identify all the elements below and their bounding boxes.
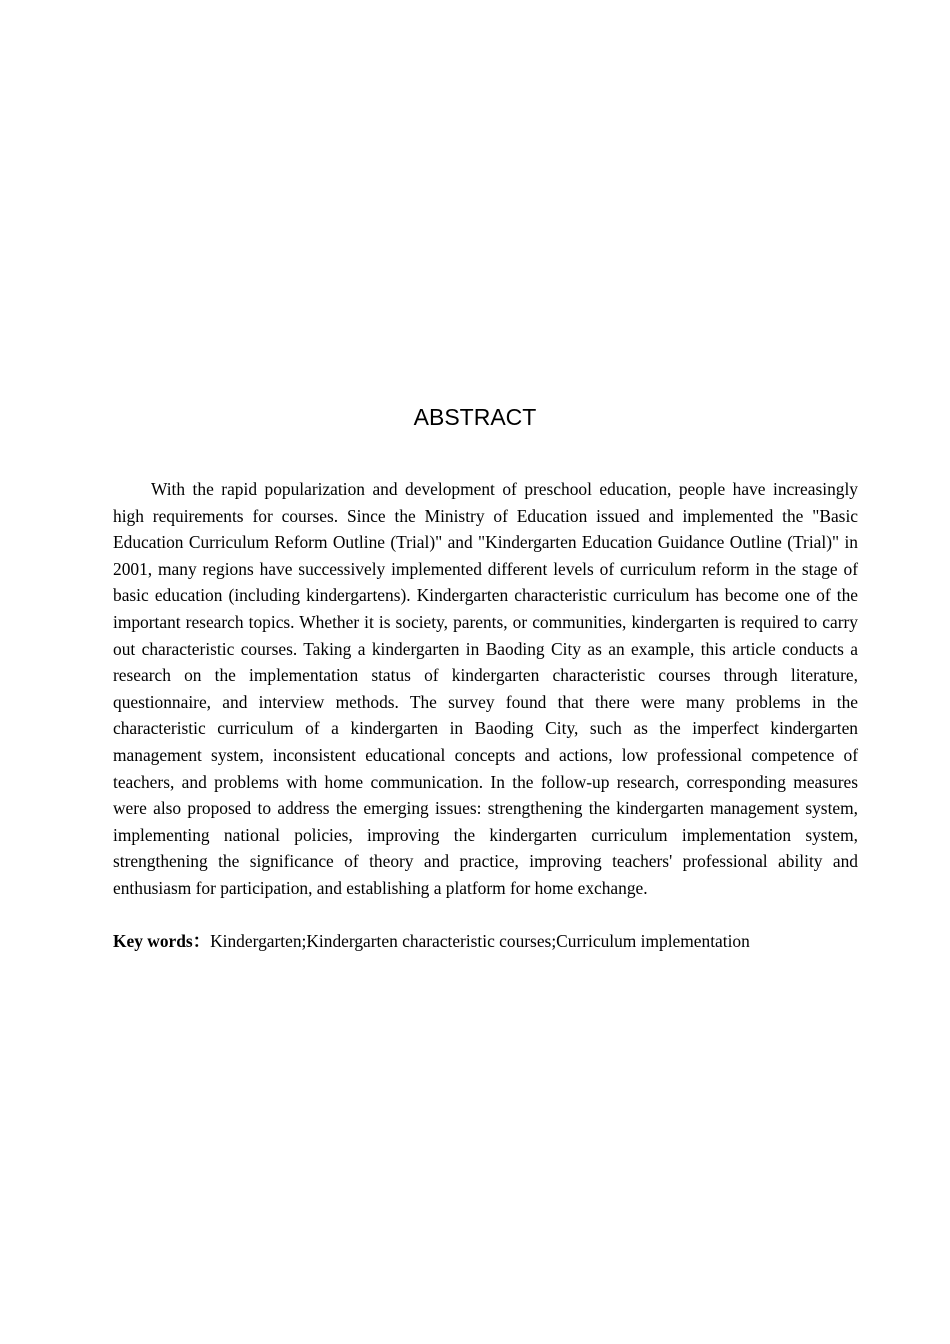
keywords-label: Key words： (113, 931, 211, 951)
keywords-value: Kindergarten;Kindergarten characteristic courses;Curriculum implementation (210, 931, 750, 951)
keywords-line (113, 928, 858, 955)
abstract-title: ABSTRACT (413, 404, 537, 430)
abstract-body: With the rapid popularization and development of preschool education, people have increasingly high requirements for courses. Since the Ministry of Education issued and implemented the "Basic Education Curriculum Reform Outline (Trial)" and "Kindergarten Education Guidance Outline (Trial)" in 2001, many regions have successively implemented different levels of curriculum reform in the stage of basic education (including kindergartens). Kindergarten characteristic curriculum has become one of the important research topics. Whether it is society, parents, or communities, kindergarten is required to carry out characteristic courses. Taking a kindergarten in Baoding City as an example, this article conducts a research on the implementation status of kindergarten characteristic courses through literature, questionnaire, and interview methods. The survey found that there were many problems in the characteristic curriculum of a kindergarten in Baoding City, such as the imperfect kindergarten management system, inconsistent educational concepts and actions, low professional competence of teachers, and problems with home communication. In the follow-up research, corresponding measures were also proposed to address the emerging issues: strengthening the kindergarten management system, implementing national policies, improving the kindergarten curriculum implementation system, strengthening the significance of theory and practice, improving teachers' professional ability and enthusiasm for participation, and establishing a platform for home exchange. (113, 479, 858, 898)
